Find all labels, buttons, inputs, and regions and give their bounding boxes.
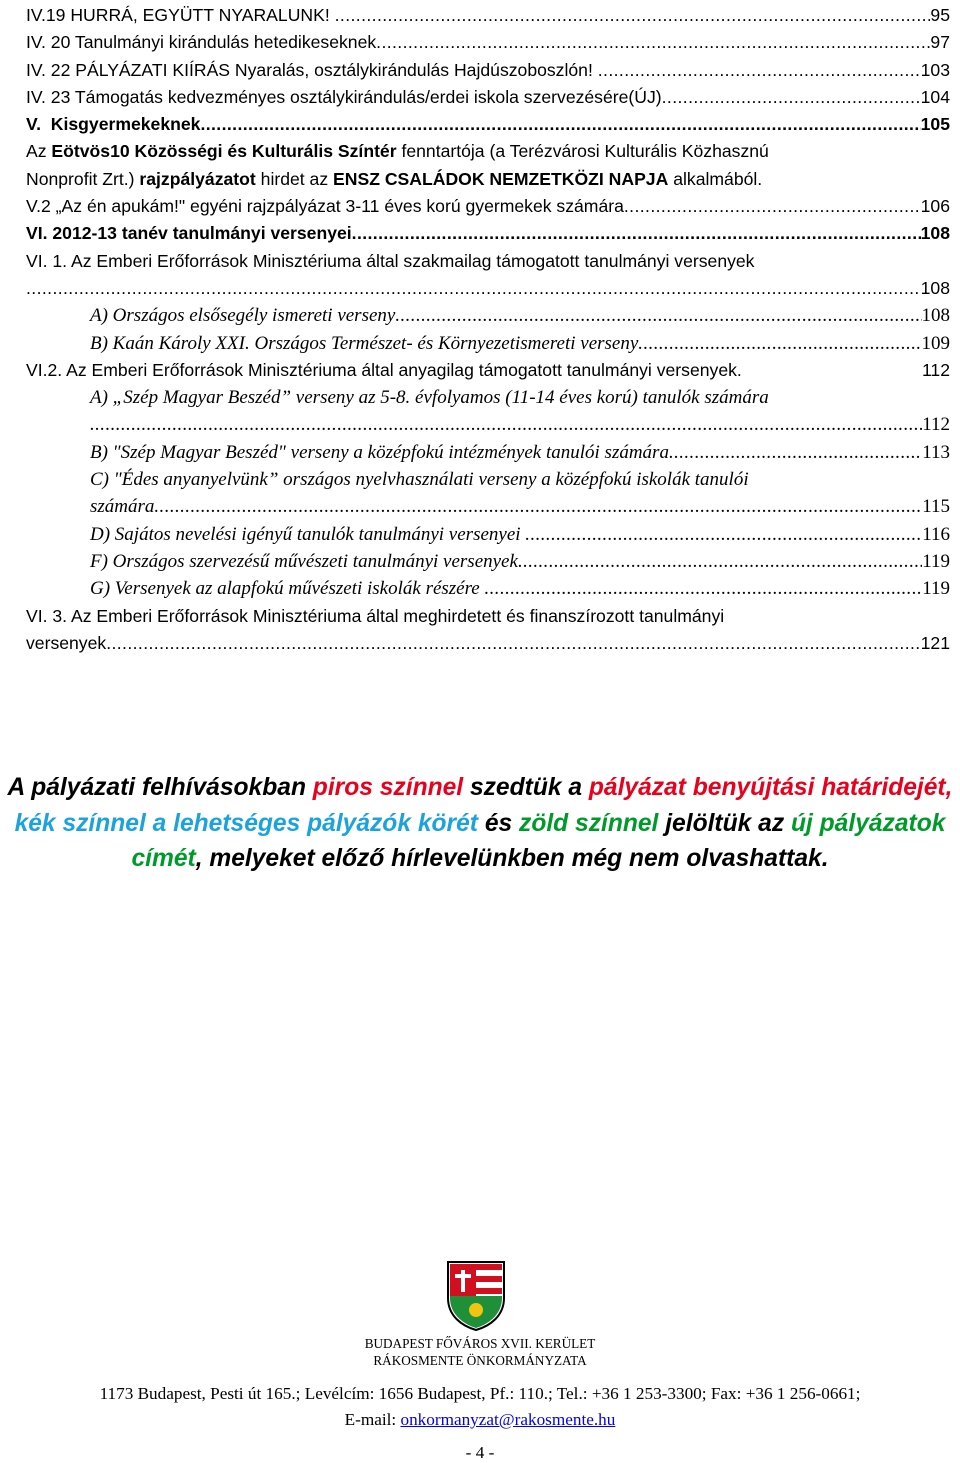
toc-entry-title: számára <box>90 496 155 518</box>
toc-entry[interactable] <box>26 439 950 466</box>
toc-entry-page: 104 <box>920 86 950 107</box>
toc-entry-page: 113 <box>922 441 950 463</box>
toc-leader <box>90 411 922 438</box>
toc-entry-page: 108 <box>920 223 950 244</box>
text-span: Az <box>26 141 52 162</box>
toc-entry-title: V. Kisgyermekeknek <box>26 114 201 135</box>
toc-entry-title: IV.19 HURRÁ, EGYÜTT NYARALUNK! <box>26 5 335 25</box>
toc-entry-page: 108 <box>920 277 950 298</box>
toc-entry-title: VI.2. Az Emberi Erőforrások Minisztériuma által anyagilag támogatott tanulmányi versenyek. <box>26 359 742 380</box>
toc-entry-title: B) "Szép Magyar Beszéd" verseny a középfokú intézmények tanulói számára <box>90 441 669 463</box>
toc-leader <box>662 84 921 111</box>
text-span: hirdet az <box>255 168 334 189</box>
toc-entry-continuation[interactable] <box>26 275 950 302</box>
toc-entry-title-line[interactable] <box>26 384 950 411</box>
toc-entry[interactable] <box>26 29 950 56</box>
toc-entry-page: 97 <box>930 32 950 53</box>
toc-entry-continuation[interactable] <box>26 411 950 438</box>
notice-red-text: piros színnel <box>312 774 464 801</box>
toc-entry-title: C) "Édes anyanyelvünk” országos nyelvhasználati verseny a középfokú iskolák tanulói <box>90 469 749 491</box>
text-span: fenntartója (a Terézvárosi Kulturális Közhasznú <box>396 141 769 162</box>
toc-entry-page: 95 <box>930 5 950 25</box>
municipality-subtitle: RÁKOSMENTE ÖNKORMÁNYZATA <box>373 1353 587 1368</box>
toc-entry[interactable] <box>26 57 950 84</box>
toc-leader <box>598 57 921 84</box>
page-number: - 4 - <box>465 1443 495 1462</box>
toc-entry[interactable] <box>26 193 950 220</box>
toc-leader <box>525 521 922 548</box>
toc-description-line <box>26 166 950 193</box>
toc-leader <box>335 2 931 29</box>
toc-entry-title-line[interactable] <box>26 603 950 630</box>
toc-entry-page: 109 <box>921 332 950 354</box>
notice-text: és <box>477 809 520 837</box>
toc-entry-page: 112 <box>922 414 950 436</box>
toc-entry-title: D) Sajátos nevelési igényű tanulók tanulmányi versenyei <box>90 523 526 545</box>
toc-entry-page: 119 <box>922 550 950 572</box>
text-span: alkalmából. <box>668 168 763 189</box>
toc-leader <box>200 111 920 138</box>
toc-entry-title: A) Országos elsősegély ismereti verseny <box>90 305 396 327</box>
toc-entry-title: VI. 2012-13 tanév tanulmányi versenyei <box>26 223 352 244</box>
toc-entry-title: B) Kaán Károly XXI. Országos Természet- és Környezetismereti verseny <box>90 332 639 354</box>
email-label: E-mail: <box>344 1410 401 1429</box>
text-span: Nonprofit Zrt.) <box>26 168 140 189</box>
notice-text: A pályázati felhívásokban <box>7 774 313 801</box>
toc-entry-page: 121 <box>920 632 950 653</box>
toc-entry-title: A) „Szép Magyar Beszéd” verseny az 5-8. évfolyamos (11-14 éves korú) tanulók számára <box>90 387 769 409</box>
toc-leader <box>154 493 922 520</box>
toc-entry-title: IV. 20 Tanulmányi kirándulás hetedikeseknek <box>26 32 377 53</box>
toc-leader <box>518 548 922 575</box>
notice-text: , melyeket előző hírlevelünkben még nem olvashattak. <box>195 845 829 872</box>
toc-entry-title: VI. 3. Az Emberi Erőforrások Minisztériuma által meghirdetett és finanszírozott tanulmányi <box>26 605 725 626</box>
toc-entry-title-line[interactable] <box>26 466 950 493</box>
toc-entry-page: 119 <box>922 578 950 600</box>
toc-entry-title: versenyek <box>26 632 107 653</box>
toc-entry-page: 108 <box>921 305 950 327</box>
email-link[interactable]: onkormanyzat@rakosmente.hu <box>400 1410 616 1429</box>
notice-blue-text: kék színnel a lehetséges pályázók körét <box>14 809 478 837</box>
toc-entry-page: 112 <box>921 359 950 380</box>
toc-entry-title: IV. 23 Támogatás kedvezményes osztálykirándulás/erdei iskola szervezésére(ÚJ) <box>26 86 662 107</box>
toc-entry[interactable] <box>26 548 950 575</box>
toc-leader <box>485 575 923 602</box>
toc-entry-title: IV. 22 PÁLYÁZATI KIÍRÁS Nyaralás, osztálykirándulás Hajdúszoboszlón! <box>26 59 598 80</box>
bold-span: rajzpályázatot <box>139 168 256 189</box>
bold-span: ENSZ CSALÁDOK NEMZETKÖZI NAPJA <box>333 168 669 189</box>
notice-text: jelöltük az <box>658 809 791 837</box>
municipality-name: BUDAPEST FŐVÁROS XVII. KERÜLET <box>364 1336 596 1351</box>
toc-leader <box>26 275 921 302</box>
coat-of-arms-icon <box>444 1258 508 1332</box>
toc-leader <box>638 330 921 357</box>
toc-entry-title-line[interactable] <box>26 248 950 275</box>
contact-email-line <box>0 1410 960 1430</box>
toc-description-line <box>26 138 950 165</box>
toc-entry[interactable] <box>26 220 950 247</box>
table-of-contents <box>26 2 950 657</box>
notice-red-text: pályázat benyújtási határidejét, <box>588 774 953 801</box>
toc-entry-title: G) Versenyek az alapfokú művészeti iskolák részére <box>90 578 485 600</box>
toc-entry-page: 103 <box>920 59 950 80</box>
toc-entry[interactable] <box>26 84 950 111</box>
notice-green-text: új pályázatok címét <box>131 809 946 872</box>
toc-entry-title: F) Országos szervezésű művészeti tanulmányi versenyek <box>90 550 518 572</box>
toc-leader <box>624 193 921 220</box>
toc-leader <box>395 302 921 329</box>
toc-entry[interactable] <box>26 521 950 548</box>
toc-entry-title: VI. 1. Az Emberi Erőforrások Minisztériuma által szakmailag támogatott tanulmányi versenyek <box>26 250 755 271</box>
contact-address: 1173 Budapest, Pesti út 165.; Levélcím: 1656 Budapest, Pf.: 110.; Tel.: +36 1 253-3300; Fax: +36 1 256-0661; <box>99 1384 861 1403</box>
toc-leader <box>352 220 921 247</box>
toc-entry-continuation[interactable] <box>26 493 950 520</box>
toc-leader <box>669 439 922 466</box>
toc-entry[interactable] <box>26 330 950 357</box>
toc-entry-continuation[interactable] <box>26 630 950 657</box>
toc-entry-page: 105 <box>920 114 950 135</box>
toc-leader <box>376 29 930 56</box>
toc-leader <box>106 630 920 657</box>
toc-entry[interactable] <box>26 575 950 602</box>
notice-green-text: zöld színnel <box>519 809 659 837</box>
toc-entry-page: 116 <box>922 523 950 545</box>
toc-entry[interactable] <box>26 357 950 384</box>
toc-entry-page: 106 <box>920 196 950 217</box>
toc-entry[interactable] <box>26 111 950 138</box>
toc-entry[interactable] <box>26 302 950 329</box>
toc-entry-page: 115 <box>922 496 950 518</box>
notice-text: szedtük a <box>463 774 589 801</box>
toc-entry[interactable] <box>26 2 950 29</box>
bold-span: Eötvös10 Közösségi és Kulturális Színtér <box>51 141 397 162</box>
toc-entry-title: V.2 „Az én apukám!" egyéni rajzpályázat 3-11 éves korú gyermekek számára <box>26 196 624 217</box>
color-legend-notice <box>0 770 960 877</box>
